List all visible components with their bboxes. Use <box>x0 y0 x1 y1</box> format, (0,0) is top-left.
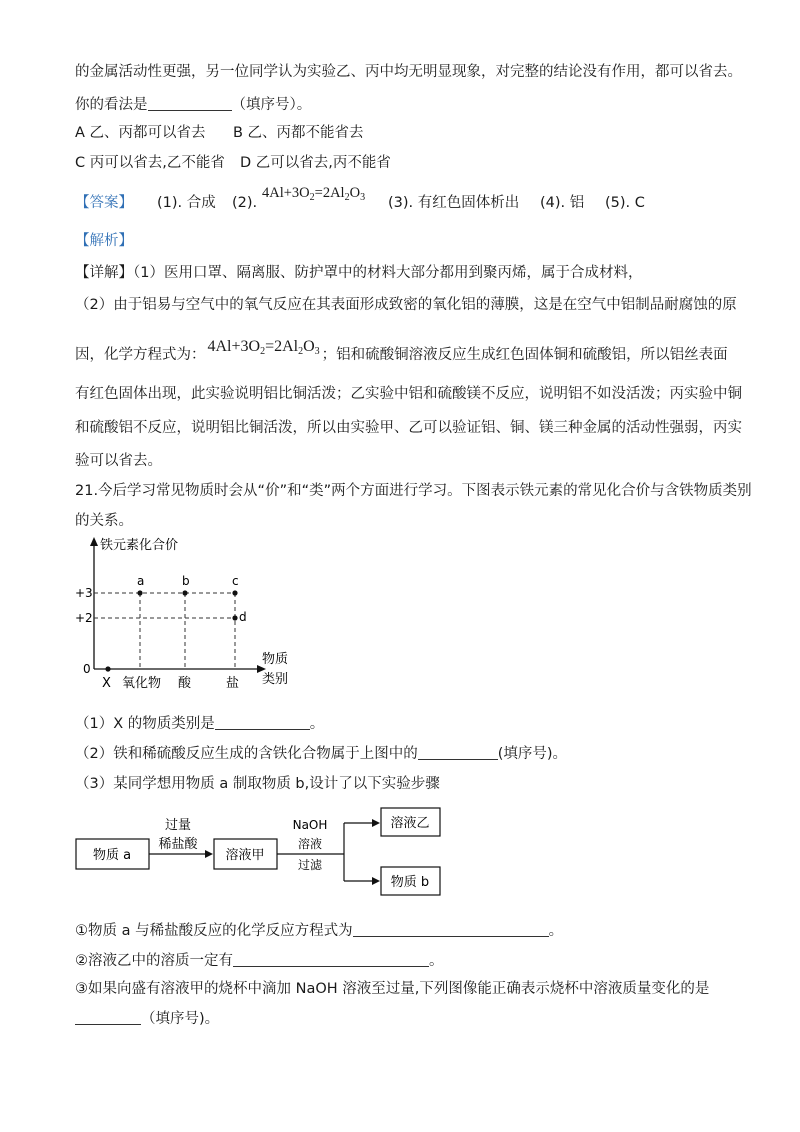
flow-diagram <box>74 803 454 908</box>
answer-5: (5). C <box>605 195 645 211</box>
sub-q3-line-1: ③如果向盛有溶液甲的烧杯中滴加 NaOH 溶液至过量,下列图像能正确表示烧杯中溶液质量变化的是 <box>75 981 710 997</box>
answer-tag: 【答案】 <box>75 195 133 211</box>
sub-q1-line <box>75 921 730 941</box>
sub-q3-line-2 <box>75 1009 730 1029</box>
y-axis-arrow <box>90 537 98 546</box>
box-solution-jia-label: 溶液甲 <box>225 848 265 863</box>
answer-4: (4). 铝 <box>540 195 585 211</box>
x-axis-title-1: 物质 <box>262 652 289 667</box>
option-c: C 丙可以省去,乙不能省 <box>75 155 225 171</box>
option-a: A 乙、丙都可以省去 <box>75 125 206 141</box>
analysis-tag: 【解析】 <box>75 233 133 249</box>
x-label-acid: 酸 <box>178 676 192 691</box>
analysis-p3-prefix: 因，化学方程式为： <box>75 347 206 363</box>
sub-q2-suffix: 。 <box>429 953 444 969</box>
answer-2-equation: $4Al+3O_2=2Al_2O_3$ <box>262 185 366 203</box>
analysis-p3-suffix: ；铝和硫酸铜溶液反应生成红色固体铜和硫酸铝，所以铝丝表面 <box>321 347 728 363</box>
analysis-p6: 验可以省去。 <box>75 453 162 469</box>
analysis-p5: 和硫酸铝不反应，说明铝比铜活泼，所以由实验甲、乙可以验证铝、铜、镁三种金属的活动性强弱，丙实 <box>75 420 742 436</box>
sub-q2-blank[interactable] <box>233 952 429 967</box>
point-c <box>232 590 237 595</box>
q1-prefix: （1）X 的物质类别是 <box>75 716 215 732</box>
q2-suffix: (填序号)。 <box>497 746 568 762</box>
option-d: D 乙可以省去,丙不能省 <box>240 155 391 171</box>
arrow-1-head <box>205 850 213 858</box>
q21-line-2: 的关系。 <box>75 513 133 529</box>
branch-up-head <box>372 819 380 827</box>
point-x <box>105 666 110 671</box>
sub-q1-blank[interactable] <box>353 922 549 937</box>
analysis-p1 <box>75 263 730 283</box>
x-label-oxide: 氧化物 <box>122 676 162 691</box>
valence-chart <box>72 535 312 695</box>
point-a <box>137 590 142 595</box>
sub-q3-blank[interactable] <box>75 1010 141 1025</box>
point-a-label: a <box>137 574 145 588</box>
q21-line-1: 21.今后学习常见物质时会从“价”和“类”两个方面进行学习。下图表示铁元素的常见化合价与含铁物质类别 <box>75 483 752 499</box>
sub-q3-suffix: （填序号)。 <box>141 1011 220 1027</box>
answer-1: (1). 合成 <box>157 195 216 211</box>
sub-q1-suffix: 。 <box>548 923 564 939</box>
analysis-p2: （2）由于铝易与空气中的氧气反应在其表面形成致密的氧化铝的薄膜，这是在空气中铝制品耐腐蚀的原 <box>75 297 737 313</box>
y-axis-title: 铁元素化合价 <box>100 538 179 553</box>
answer-3: (3). 有红色固体析出 <box>388 195 520 211</box>
x-label-salt: 盐 <box>226 676 240 691</box>
option-b: B 乙、丙都不能省去 <box>233 125 364 141</box>
arrow-2-label-2: 溶液 <box>297 837 323 851</box>
q1-line <box>75 714 730 734</box>
box-substance-b-label: 物质 b <box>390 875 430 890</box>
sub-q2-prefix: ②溶液乙中的溶质一定有 <box>75 953 233 969</box>
box-substance-a-label: 物质 a <box>92 848 132 863</box>
intro-line-2-suffix: （填序号）。 <box>231 97 312 113</box>
x-label-x: X <box>102 676 111 691</box>
y-tick-plus2: +2 <box>75 611 93 625</box>
detail-tag: 【详解】 <box>75 265 133 281</box>
point-c-label: c <box>232 574 239 588</box>
q1-suffix: 。 <box>309 716 325 732</box>
intro-line-1: 的金属活动性更强，另一位同学认为实验乙、丙中均无明显现象，对完整的结论没有作用，都可以省去。 <box>75 64 742 80</box>
analysis-equation: $4Al+3O_2=2Al_2O_3$ <box>207 338 320 357</box>
answer-2-label: (2). <box>232 195 258 211</box>
answer-blank[interactable] <box>148 96 232 111</box>
analysis-p3 <box>75 338 730 370</box>
arrow-2-label-1: NaOH <box>292 818 328 832</box>
intro-line-2 <box>75 95 730 115</box>
q2-blank[interactable] <box>418 745 498 760</box>
point-b <box>182 590 187 595</box>
q2-line <box>75 744 730 764</box>
arrow-1-bottom-label: 稀盐酸 <box>158 837 198 852</box>
q2-prefix: （2）铁和稀硫酸反应生成的含铁化合物属于上图中的 <box>75 746 418 762</box>
point-b-label: b <box>182 574 190 588</box>
sub-q1-prefix: ①物质 a 与稀盐酸反应的化学反应方程式为 <box>75 923 353 939</box>
intro-line-2-prefix: 你的看法是 <box>75 97 148 113</box>
point-d <box>232 615 237 620</box>
arrow-1-top-label: 过量 <box>164 818 192 833</box>
analysis-p1-text: （1）医用口罩、隔离服、防护罩中的材料大部分都用到聚丙烯，属于合成材料， <box>133 265 643 281</box>
q1-blank[interactable] <box>215 715 310 730</box>
q3-line: （3）某同学想用物质 a 制取物质 b,设计了以下实验步骤 <box>75 776 440 792</box>
point-d-label: d <box>239 610 247 624</box>
arrow-2-label-3: 过滤 <box>297 858 323 872</box>
box-solution-yi-label: 溶液乙 <box>390 816 430 831</box>
y-tick-zero: 0 <box>83 662 91 676</box>
analysis-p4: 有红色固体出现，此实验说明铝比铜活泼；乙实验中铝和硫酸镁不反应，说明铝不如没活泼；丙实验中铜 <box>75 386 742 402</box>
branch-down-head <box>372 877 380 885</box>
y-tick-plus3: +3 <box>75 586 93 600</box>
sub-q2-line <box>75 951 730 971</box>
x-axis-title-2: 类别 <box>262 672 289 687</box>
